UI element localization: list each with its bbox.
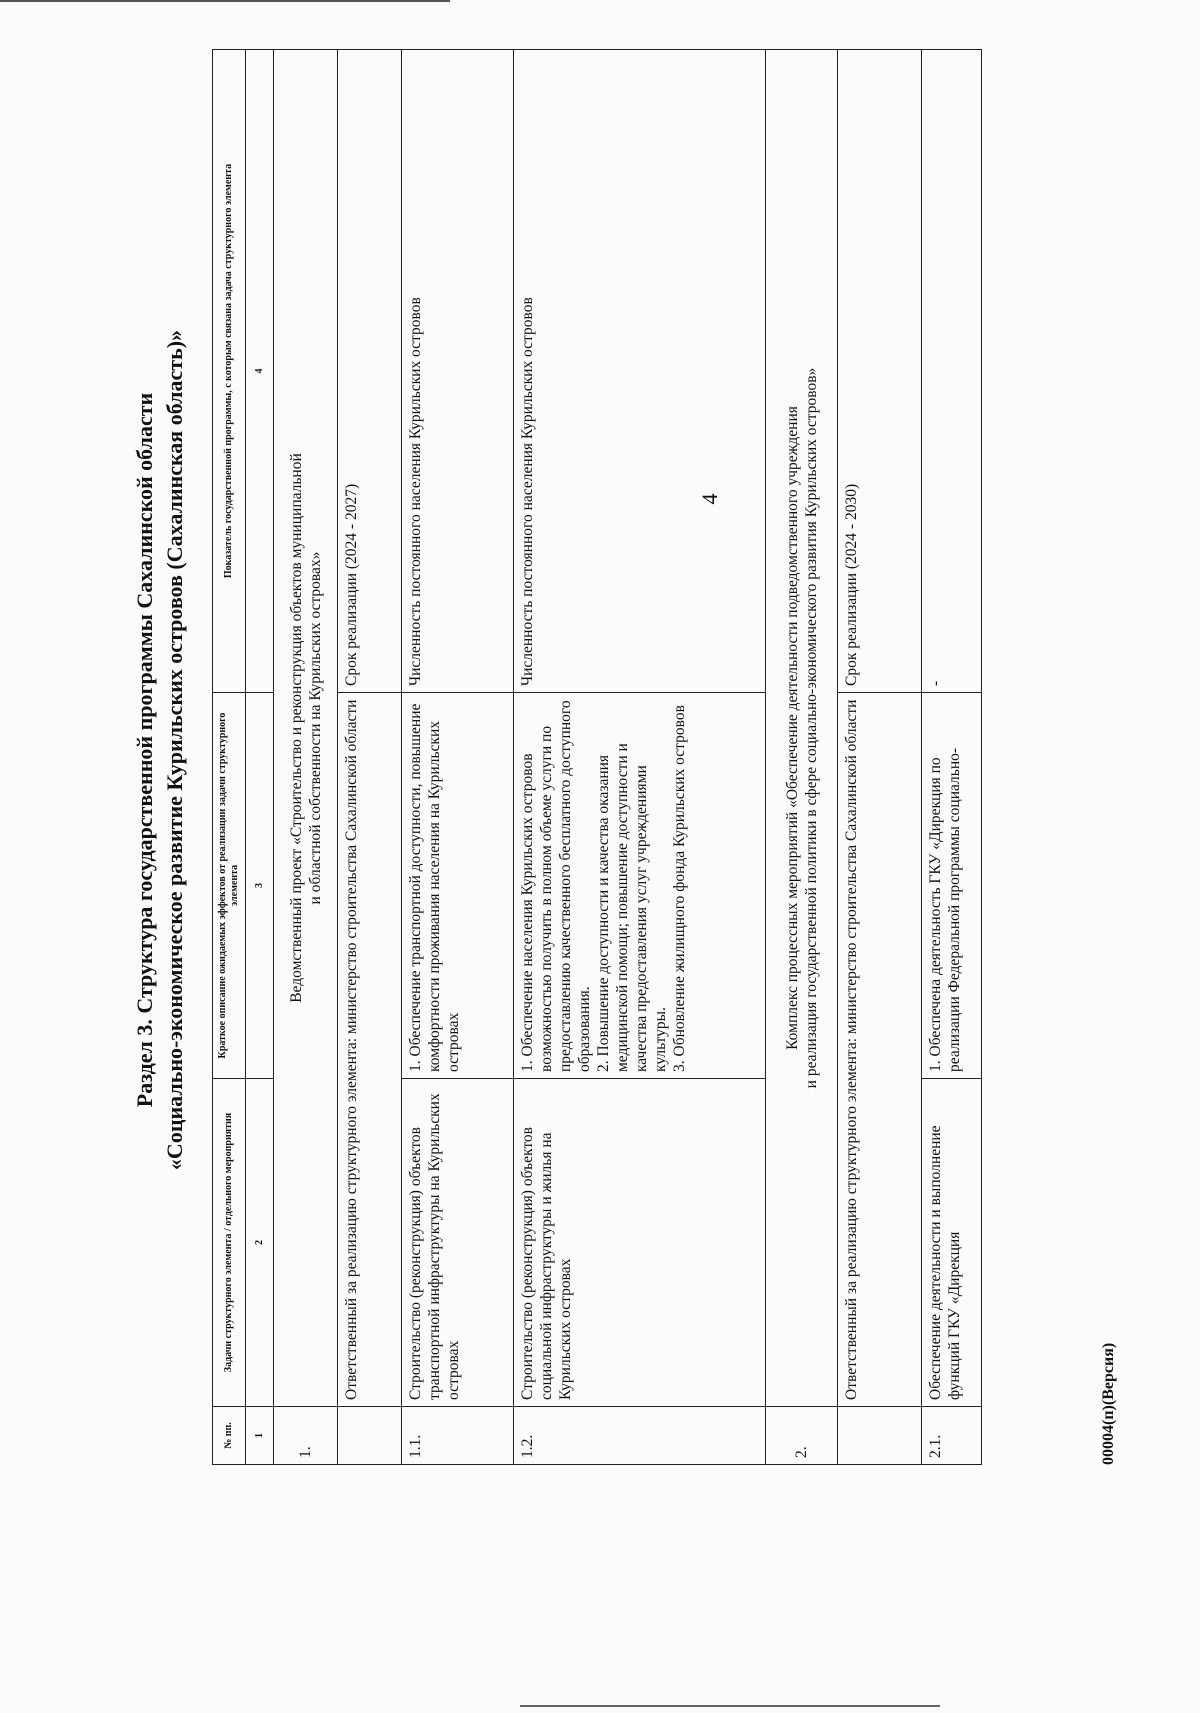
table-row — [402, 50, 514, 1465]
row-effect: 1. Обеспечена деятельность ГКУ «Дирекция по реализации Федеральной программы социально- — [922, 693, 982, 1079]
row-effect: 1. Обеспечение транспортной доступности, повышение комфортности проживания населения на Курильских островах — [402, 693, 514, 1079]
page-number: 4 — [697, 493, 722, 505]
header-effect: Краткое описание ожидаемых эффектов от реализации задачи структурного элемента — [213, 693, 246, 1079]
row-indicator: Численность постоянного населения Курильских островов — [402, 50, 514, 693]
row-num: 1.2. — [514, 1407, 766, 1465]
scan-edge-bottom — [520, 1705, 940, 1707]
title-line-2: «Социально-экономическое развитие Курильских островов (Сахалинская область)» — [162, 329, 187, 1171]
section-1-num: 1. — [274, 1407, 338, 1465]
rotated-page — [100, 15, 1117, 1485]
section-1-responsible: Ответственный за реализацию структурного элемента: министерство строительства Сахалинской области — [338, 693, 402, 1407]
column-number: 3 — [246, 693, 274, 1079]
section-1-title — [274, 50, 338, 1407]
empty-cell — [838, 1407, 922, 1465]
empty-cell — [338, 1407, 402, 1465]
scan-edge-top — [0, 0, 450, 2]
section-2-period: Срок реализации (2024 - 2030) — [838, 50, 922, 693]
document-version-footer: 00004(п)(Версия) — [1100, 1342, 1117, 1465]
section-1-title-row — [274, 50, 338, 1465]
effect-line: 3. Обновление жилищного фонда Курильских островов — [671, 705, 688, 1072]
section-2-title-row — [766, 50, 838, 1465]
row-task: Строительство (реконструкция) объектов транспортной инфраструктуры на Курильских островах — [402, 1079, 514, 1407]
section-2-responsible: Ответственный за реализацию структурного элемента: министерство строительства Сахалинской области — [838, 693, 922, 1407]
section-2-title — [766, 50, 838, 1407]
column-number: 2 — [246, 1079, 274, 1407]
section-1-period: Срок реализации (2024 - 2027) — [338, 50, 402, 693]
row-indicator: - — [922, 50, 982, 693]
column-number: 1 — [246, 1407, 274, 1465]
section-2-title-line-1: Комплекс процессных мероприятий «Обеспечение деятельности подведомственного учреждения — [783, 406, 801, 1050]
row-task: Строительство (реконструкция) объектов социальной инфраструктуры и жилья на Курильских островах — [514, 1079, 766, 1407]
row-num: 2.1. — [922, 1407, 982, 1465]
effect-line: 1. Обеспечение населения Курильских островов возможностью получить в полном объеме услуги по предоставлению качественного бесплатного доступного образования. — [519, 700, 593, 1072]
section-2-num: 2. — [766, 1407, 838, 1465]
title-line-1: Раздел 3. Структура государственной программы Сахалинской области — [132, 392, 157, 1108]
row-indicator: Численность постоянного населения Курильских островов — [514, 50, 766, 693]
row-num: 1.1. — [402, 1407, 514, 1465]
table-row — [922, 50, 982, 1465]
column-number: 4 — [246, 50, 274, 693]
header-row — [213, 50, 246, 1465]
section-1-responsible-row — [338, 50, 402, 1465]
effect-line: 2. Повышение доступности и качества оказания медицинской помощи; повышение доступности и качества предоставления услуг учреждениями культуры. — [595, 743, 669, 1072]
header-indicator: Показатель государственной программы, с которым связана задача структурного элемента — [213, 50, 246, 693]
document-title — [130, 15, 190, 1485]
structure-table — [212, 49, 982, 1465]
header-task: Задачи структурного элемента / отдельного мероприятия — [213, 1079, 246, 1407]
header-num: № пп. — [213, 1407, 246, 1465]
row-task: Обеспечение деятельности и выполнение функций ГКУ «Дирекция — [922, 1079, 982, 1407]
section-1-title-line-2: и областной собственности на Курильских островах» — [306, 551, 324, 905]
section-1-title-line-1: Ведомственный проект «Строительство и реконструкция объектов муниципальной — [287, 453, 305, 1003]
column-number-row — [246, 50, 274, 1465]
section-2-responsible-row — [838, 50, 922, 1465]
row-effect — [514, 693, 766, 1079]
table-row — [514, 50, 766, 1465]
section-2-title-line-2: и реализация государственной политики в сфере социально-экономического развития Курильских островов» — [802, 367, 820, 1089]
